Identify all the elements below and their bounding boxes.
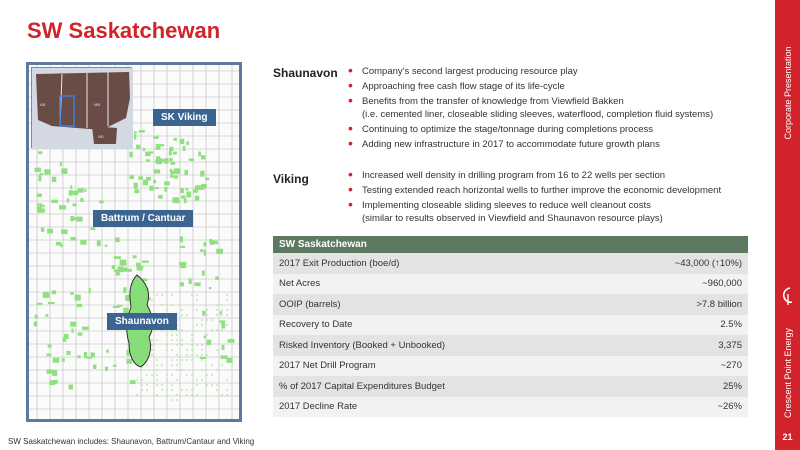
viking-bullets [348,170,721,228]
bullet-text: Continuing to optimize the stage/tonnage during completions process [362,123,653,135]
row-label: 2017 Net Drill Program [273,356,602,377]
table-row [273,397,748,418]
bullet-item [348,66,713,79]
row-label: 2017 Exit Production (boe/d) [273,253,602,274]
bullet-text: Implementing closeable sliding sleeves to reduce well cleanout costs [362,200,651,211]
section-heading-shaunavon: Shaunavon [273,66,338,80]
row-label: % of 2017 Capital Expenditures Budget [273,376,602,397]
bullet-item [348,124,713,137]
table-row [273,356,748,377]
company-logo-icon [781,286,795,306]
bullet-text-line2: (similar to results observed in Viewfield and Shaunavon resource plays) [362,212,663,224]
page-title: SW Saskatchewan [27,18,221,43]
map-label-shaunavon: Shaunavon [107,313,177,330]
inset-map [31,67,132,148]
bullet-item [348,170,721,183]
row-label: 2017 Decline Rate [273,397,602,418]
svg-text:ND: ND [98,134,104,139]
row-value: ~960,000 [602,274,748,295]
row-value: ~270 [602,356,748,377]
svg-text:MB: MB [94,102,100,107]
row-value: 3,375 [602,335,748,356]
svg-text:AB: AB [40,102,46,107]
table-row [273,376,748,397]
row-value: >7.8 billion [602,294,748,315]
footnote: SW Saskatchewan includes: Shaunavon, Battrum/Cantaur and Viking [8,437,255,446]
row-label: OOIP (barrels) [273,294,602,315]
table-row [273,274,748,295]
bullet-item [348,81,713,94]
shaunavon-bullets [348,66,713,154]
map-panel [26,62,242,422]
row-value: 25% [602,376,748,397]
row-label: Net Acres [273,274,602,295]
row-label: Recovery to Date [273,315,602,336]
section-heading-viking: Viking [273,172,309,186]
table-row [273,294,748,315]
bullet-text: Adding new infrastructure in 2017 to accommodate future growth plans [362,138,660,150]
table-header: SW Saskatchewan [273,236,748,253]
bullet-text: Company's second largest producing resource play [362,66,578,77]
table-row [273,253,748,274]
row-value: ~26% [602,397,748,418]
row-value: ~43,000 (↑10%) [602,253,748,274]
bullet-item [348,200,721,225]
bullet-text-line2: (i.e. cemented liner, closeable sliding sleeves, waterflood, completion fluid systems) [362,108,714,120]
bullet-text: Increased well density in drilling program from 16 to 22 wells per section [362,170,666,181]
row-label: Risked Inventory (Booked + Unbooked) [273,335,602,356]
map-label-sk-viking: SK Viking [153,109,216,126]
sidebar-bottom-text: Crescent Point Energy [782,327,793,419]
sidebar-top-text: Corporate Presentation [782,46,793,140]
stats-table [273,236,748,417]
page-number: 21 [782,432,793,442]
bullet-item [348,96,713,121]
row-value: 2.5% [602,315,748,336]
bullet-item [348,139,713,152]
bullet-text: Approaching free cash flow stage of its life-cycle [362,81,565,92]
map-label-battrum: Battrum / Cantuar [93,210,193,227]
table-row [273,335,748,356]
bullet-item [348,185,721,198]
bullet-text: Testing extended reach horizontal wells to further improve the economic development [362,185,722,196]
table-row [273,315,748,336]
bullet-text: Benefits from the transfer of knowledge from Viewfield Bakken [362,96,624,107]
brand-sidebar [775,0,800,450]
